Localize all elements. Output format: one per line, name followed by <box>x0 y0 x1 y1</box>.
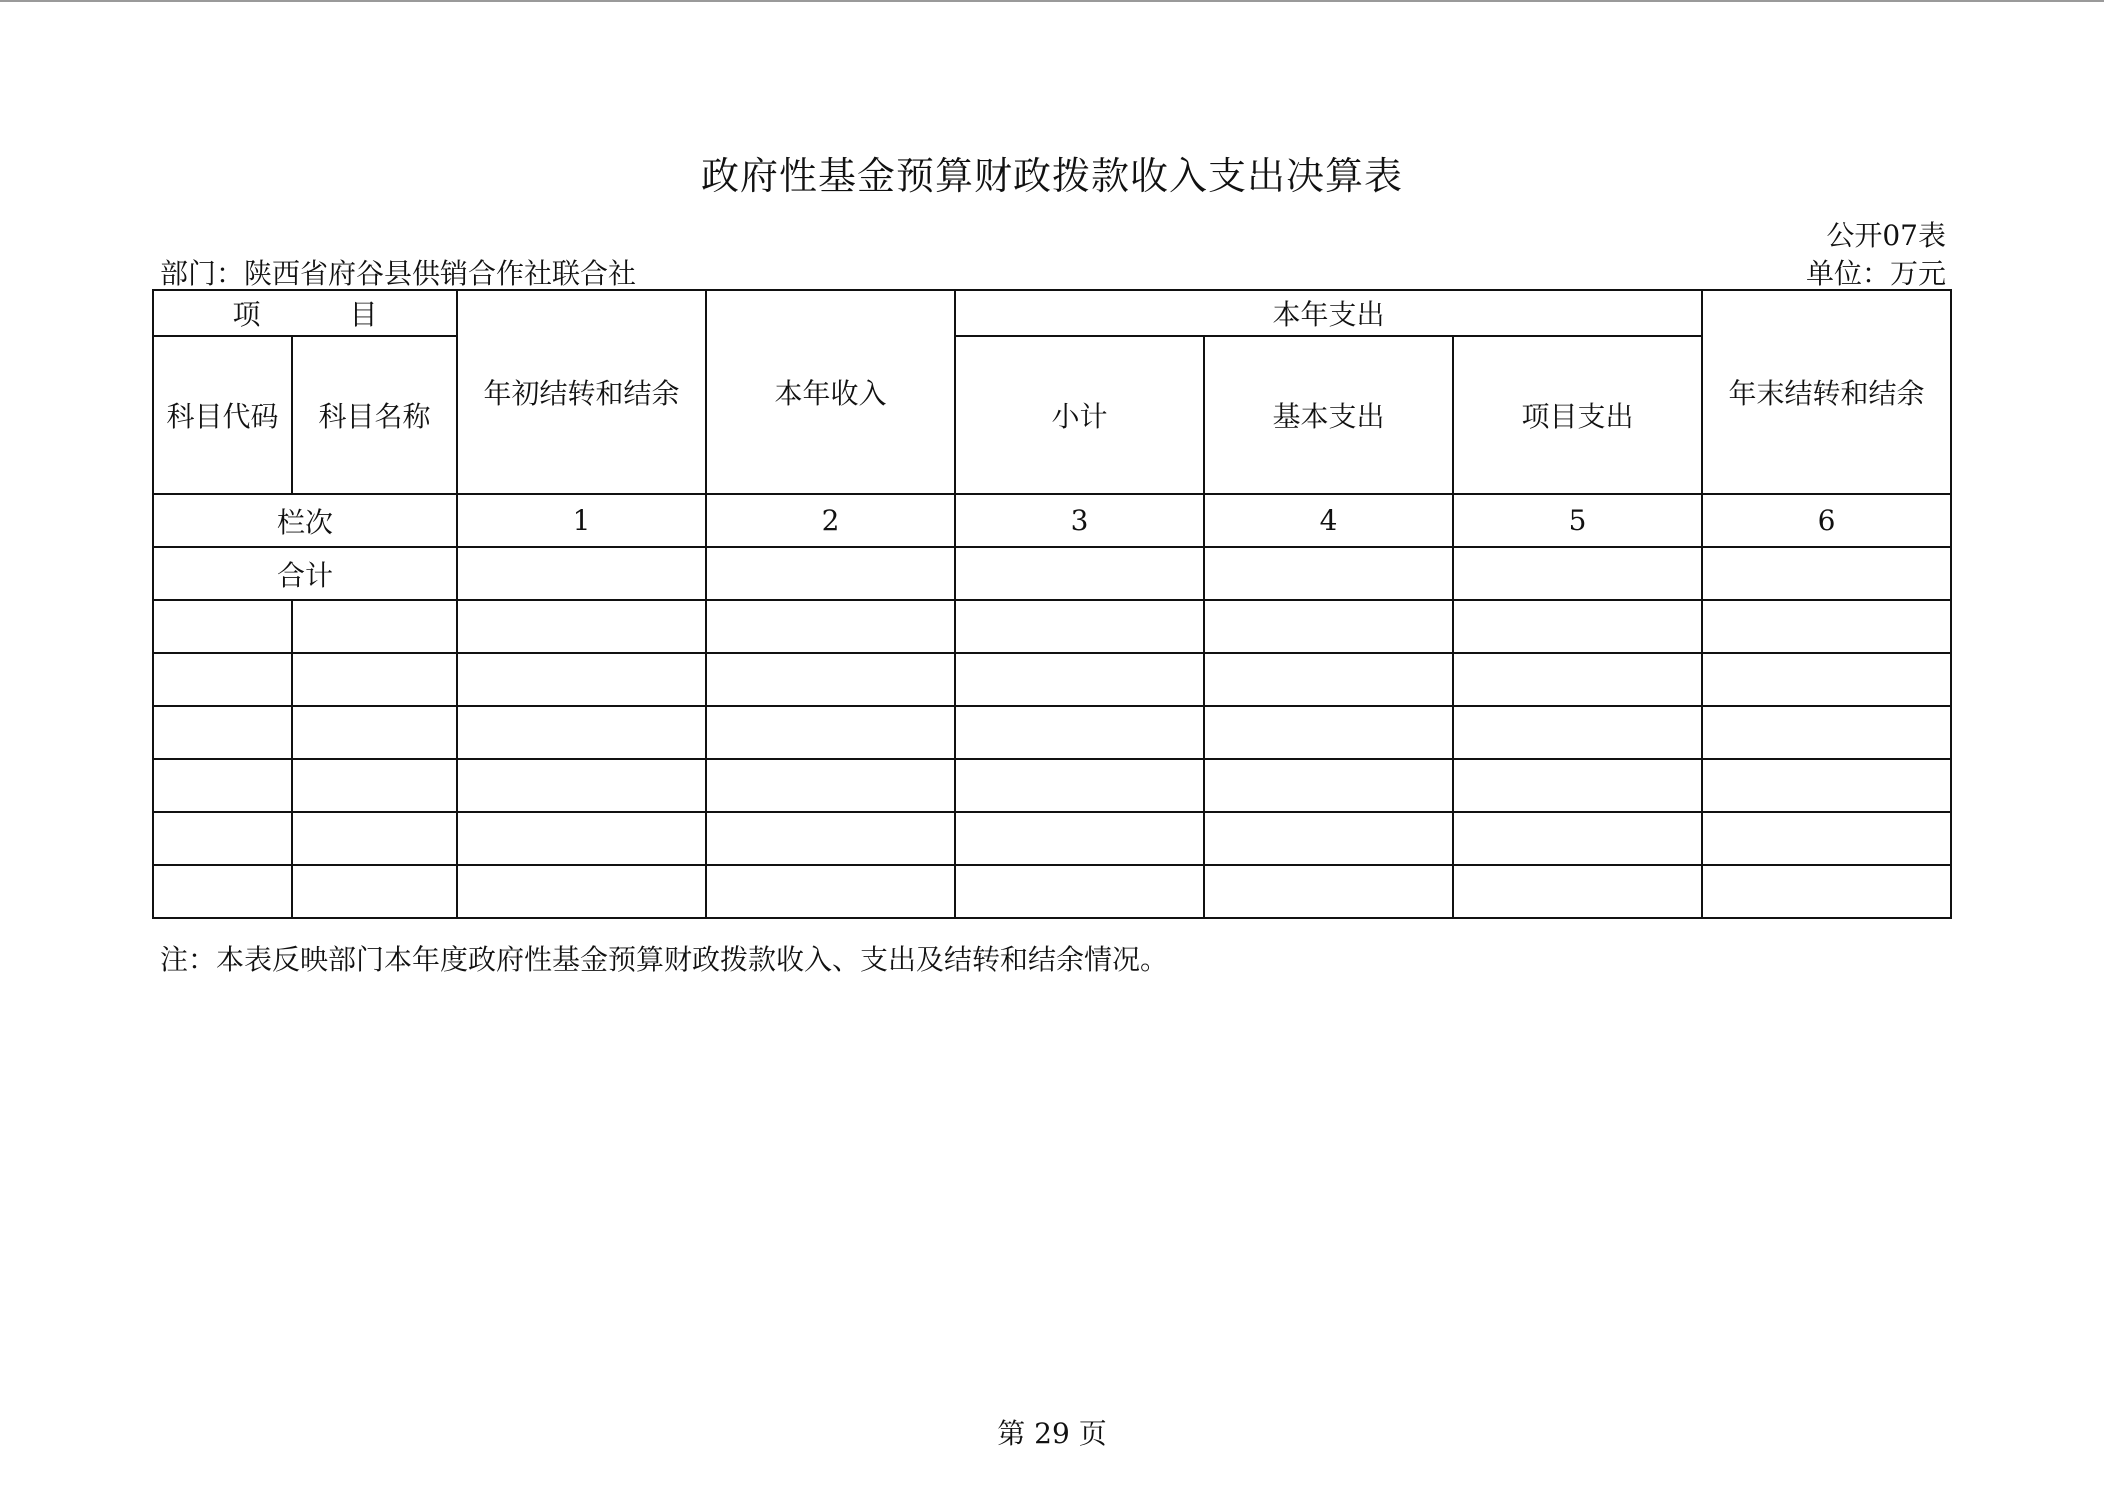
page-title: 政府性基金预算财政拨款收入支出决算表 <box>700 154 1403 198</box>
table-cell <box>1453 706 1702 759</box>
department-label: 部门：陕西省府谷县供销合作社联合社 <box>160 257 637 290</box>
table-cell <box>1453 600 1702 653</box>
column-number: 3 <box>955 494 1204 547</box>
total-row <box>153 547 1951 600</box>
column-number: 2 <box>706 494 955 547</box>
table-row <box>153 759 1951 812</box>
budget-table <box>152 289 1952 919</box>
table-cell <box>706 706 955 759</box>
table-cell <box>955 547 1204 600</box>
table-row <box>153 653 1951 706</box>
table-note: 注：本表反映部门本年度政府性基金预算财政拨款收入、支出及结转和结余情况。 <box>160 943 1169 976</box>
page-number: 第 29 页 <box>997 1417 1107 1450</box>
table-cell <box>1702 759 1951 812</box>
table-cell <box>1453 547 1702 600</box>
table-cell <box>1204 759 1453 812</box>
header-income: 本年收入 <box>706 290 955 494</box>
table-cell <box>1453 812 1702 865</box>
header-subtotal: 小计 <box>955 336 1204 494</box>
table-cell <box>292 812 457 865</box>
header-item <box>153 290 457 336</box>
top-rule <box>0 0 2104 2</box>
column-number: 4 <box>1204 494 1453 547</box>
table-cell <box>955 865 1204 918</box>
column-number-row <box>153 494 1951 547</box>
column-number: 6 <box>1702 494 1951 547</box>
table-cell <box>1453 759 1702 812</box>
table-cell <box>706 600 955 653</box>
table-cell <box>153 759 292 812</box>
table-cell <box>706 653 955 706</box>
table-cell <box>292 653 457 706</box>
table-cell <box>457 547 706 600</box>
header-project-expense: 项目支出 <box>1453 336 1702 494</box>
table-cell <box>955 706 1204 759</box>
table-cell <box>292 759 457 812</box>
table-cell <box>706 812 955 865</box>
unit-label: 单位：万元 <box>1805 257 1946 290</box>
header-name: 科目名称 <box>292 336 457 494</box>
table-cell <box>1702 600 1951 653</box>
header-expense: 本年支出 <box>955 290 1702 336</box>
table-cell <box>153 653 292 706</box>
column-number: 1 <box>457 494 706 547</box>
table-cell <box>153 706 292 759</box>
header-row-2 <box>153 336 1951 494</box>
table-cell <box>1453 865 1702 918</box>
table-cell <box>1702 706 1951 759</box>
column-label: 栏次 <box>153 494 457 547</box>
table-cell <box>457 653 706 706</box>
table-cell <box>1204 547 1453 600</box>
table-cell <box>955 653 1204 706</box>
table-row <box>153 812 1951 865</box>
table-row <box>153 865 1951 918</box>
table-cell <box>1204 600 1453 653</box>
table-cell <box>457 812 706 865</box>
table-row <box>153 600 1951 653</box>
table-cell <box>457 706 706 759</box>
table-cell <box>706 759 955 812</box>
table-cell <box>1702 865 1951 918</box>
table-cell <box>1204 706 1453 759</box>
table-cell <box>706 547 955 600</box>
table-cell <box>153 812 292 865</box>
table-row <box>153 706 1951 759</box>
header-basic-expense: 基本支出 <box>1204 336 1453 494</box>
table-cell <box>153 865 292 918</box>
table-cell <box>706 865 955 918</box>
table-cell <box>457 600 706 653</box>
table-cell <box>1702 547 1951 600</box>
table-cell <box>1702 812 1951 865</box>
table-cell <box>1204 865 1453 918</box>
table-cell <box>292 600 457 653</box>
table-cell <box>457 759 706 812</box>
header-item-label: 项 目 <box>232 298 418 331</box>
table-cell <box>955 812 1204 865</box>
table-cell <box>1204 653 1453 706</box>
table-cell <box>1702 653 1951 706</box>
header-begin-balance: 年初结转和结余 <box>457 290 706 494</box>
table-cell <box>1453 653 1702 706</box>
header-code: 科目代码 <box>153 336 292 494</box>
header-row-1 <box>153 290 1951 336</box>
table-cell <box>292 865 457 918</box>
total-label: 合计 <box>153 547 457 600</box>
form-number: 公开07表 <box>1826 219 1946 252</box>
table-cell <box>457 865 706 918</box>
column-number: 5 <box>1453 494 1702 547</box>
table-cell <box>153 600 292 653</box>
table-cell <box>1204 812 1453 865</box>
table-cell <box>955 600 1204 653</box>
table-cell <box>955 759 1204 812</box>
table-cell <box>292 706 457 759</box>
header-end-balance: 年末结转和结余 <box>1702 290 1951 494</box>
